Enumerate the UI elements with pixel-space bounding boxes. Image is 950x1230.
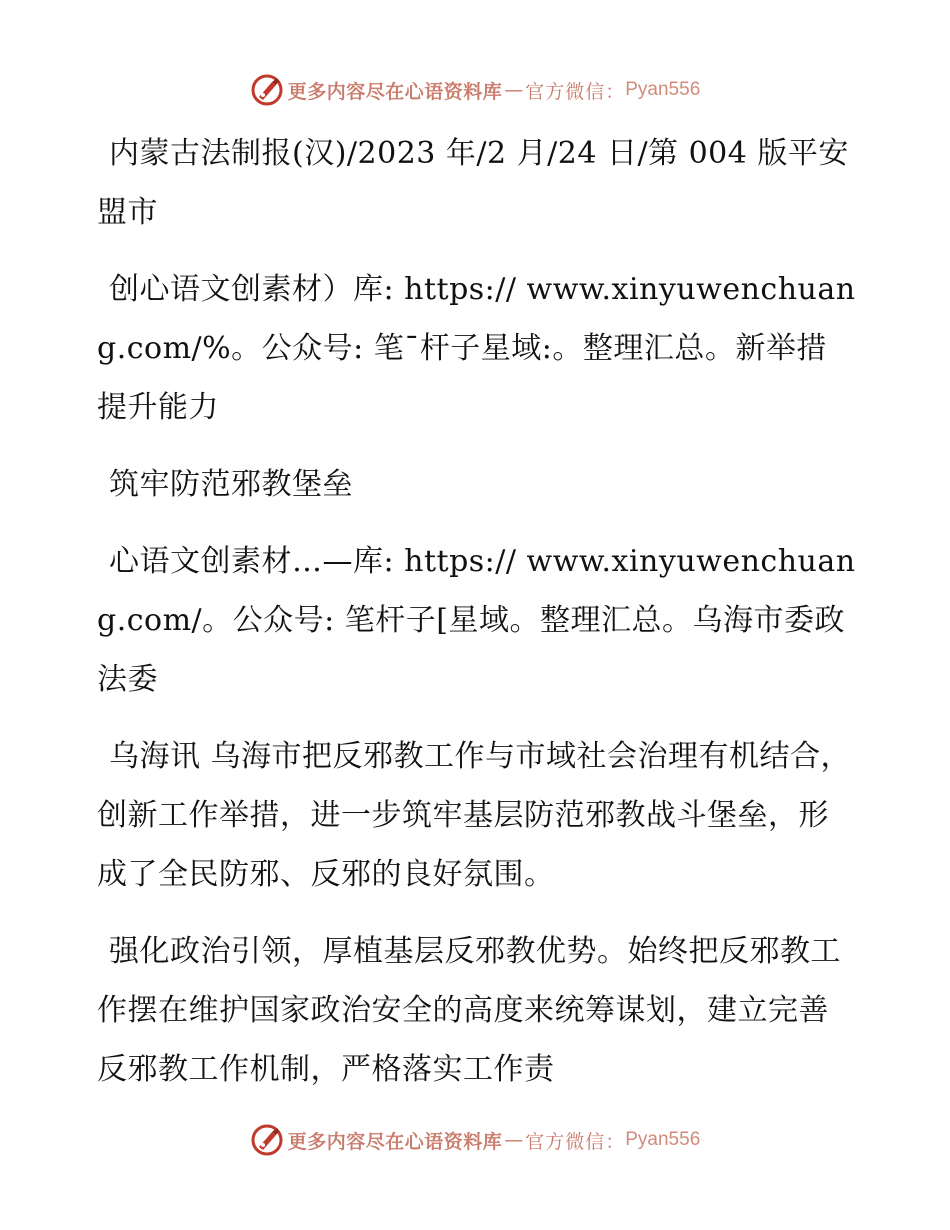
banner-wechat-label: 官方微信： [525, 1130, 626, 1153]
paragraph-body-2: 强化政治引领，厚植基层反邪教优势。始终把反邪教工作摆在维护国家政治安全的高度来统筹谋划，建立完善反邪教工作机制，严格落实工作责 [97, 934, 841, 1087]
paragraph-source-line: 内蒙古法制报(汉)/2023 年/2 月/24 日/第 004 版平安盟市 [97, 136, 849, 230]
document-body [97, 124, 857, 1117]
banner-main-text: 更多内容尽在心语资料库 [287, 80, 503, 103]
paragraph-watermark-2: 心语文创素材…—库: https:// www.xinyuwenchuang.com/。公众号: 笔杆子[星域。整理汇总。乌海市委政法委 [97, 544, 856, 697]
banner-wechat-id: Pyan556 [625, 1129, 701, 1150]
banner-dash: — [504, 1129, 524, 1151]
brand-logo-icon [250, 1123, 284, 1157]
banner-dash: — [504, 79, 524, 101]
paragraph-watermark-1: 创心语文创素材）库: https:// www.xinyuwenchuang.com/%。公众号: 笔¯杆子星域:。整理汇总。新举措提升能力 [97, 272, 856, 425]
header-banner [0, 70, 950, 110]
banner-wechat-id: Pyan556 [625, 79, 701, 100]
brand-logo-icon [250, 73, 284, 107]
banner-wechat-label: 官方微信： [525, 80, 626, 103]
footer-banner [0, 1120, 950, 1160]
banner-main-text: 更多内容尽在心语资料库 [287, 1130, 503, 1153]
paragraph-body-1: 乌海讯 乌海市把反邪教工作与市域社会治理有机结合，创新工作举措，进一步筑牢基层防范邪教战斗堡垒，形成了全民防邪、反邪的良好氛围。 [97, 739, 852, 892]
paragraph-subtitle: 筑牢防范邪教堡垒 [109, 467, 353, 502]
